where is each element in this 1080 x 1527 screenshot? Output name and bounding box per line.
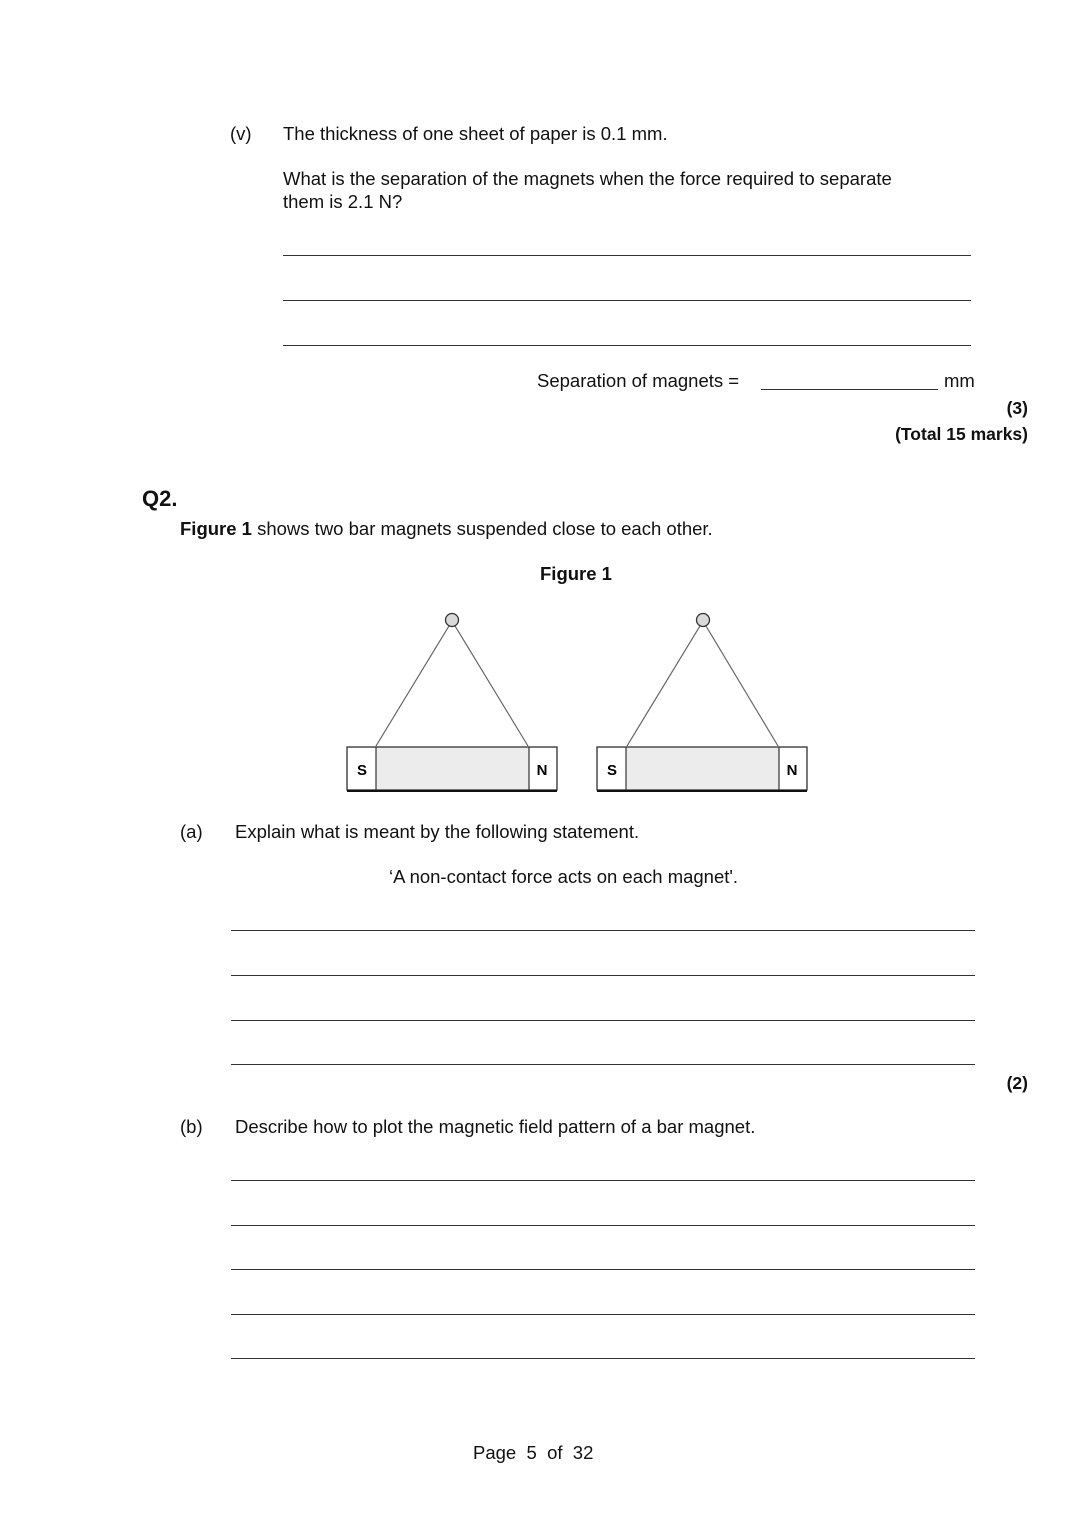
answer-line[interactable] (231, 1358, 975, 1359)
figure-title: Figure 1 (540, 563, 612, 584)
separation-answer-line[interactable] (761, 389, 938, 390)
answer-line[interactable] (231, 930, 975, 931)
right-bar-magnet (597, 747, 807, 791)
q2b-prompt: Describe how to plot the magnetic field pattern of a bar magnet. (235, 1116, 756, 1137)
q2-intro-text: shows two bar magnets suspended close to each other. (251, 518, 713, 539)
left-pivot-circle (446, 614, 459, 627)
answer-line[interactable] (231, 975, 975, 976)
left-suspension-string (452, 621, 528, 746)
right-suspension-string (703, 621, 778, 746)
left-magnet-north-pole: N (536, 762, 548, 779)
right-suspension-string (627, 621, 703, 746)
q1v-marks: (3) (1006, 398, 1028, 418)
left-magnet-south-pole: S (356, 762, 368, 779)
q1-total-marks: (Total 15 marks) (895, 424, 1028, 444)
page-word: Page (473, 1442, 517, 1463)
separation-label: Separation of magnets = (537, 370, 740, 391)
page-number: 5 (526, 1442, 537, 1463)
of-word: of (547, 1442, 563, 1463)
answer-line[interactable] (231, 1064, 975, 1065)
answer-line[interactable] (231, 1225, 975, 1226)
q2-number: Q2. (142, 486, 178, 511)
q2-intro (180, 517, 713, 540)
right-magnet-south-pole: S (606, 762, 618, 779)
page-footer (473, 1441, 593, 1464)
answer-line[interactable] (283, 345, 971, 346)
q1v-question-line-2: them is 2.1 N? (283, 191, 403, 212)
q1v-question-line-1: What is the separation of the magnets when the force required to separate (283, 168, 892, 189)
separation-unit: mm (944, 370, 975, 391)
right-magnet-north-pole: N (786, 762, 798, 779)
right-pivot-circle (697, 614, 710, 627)
answer-line[interactable] (231, 1180, 975, 1181)
answer-line[interactable] (231, 1314, 975, 1315)
q1v-statement: The thickness of one sheet of paper is 0.1 mm. (283, 123, 668, 144)
answer-line[interactable] (231, 1020, 975, 1021)
q1v-label: (v) (230, 123, 252, 144)
q2a-marks: (2) (1006, 1073, 1028, 1093)
q2a-quote: ‘A non-contact force acts on each magnet'. (389, 866, 739, 887)
q2b-label: (b) (180, 1116, 203, 1137)
answer-line[interactable] (283, 300, 971, 301)
q2a-prompt: Explain what is meant by the following statement. (235, 821, 640, 842)
q2-intro-figure-ref: Figure 1 (180, 518, 252, 539)
answer-line[interactable] (231, 1269, 975, 1270)
q2a-label: (a) (180, 821, 203, 842)
left-bar-magnet (347, 747, 557, 791)
left-suspension-string (376, 621, 452, 746)
total-pages: 32 (572, 1442, 594, 1463)
figure-1-diagram (340, 605, 820, 800)
answer-line[interactable] (283, 255, 971, 256)
